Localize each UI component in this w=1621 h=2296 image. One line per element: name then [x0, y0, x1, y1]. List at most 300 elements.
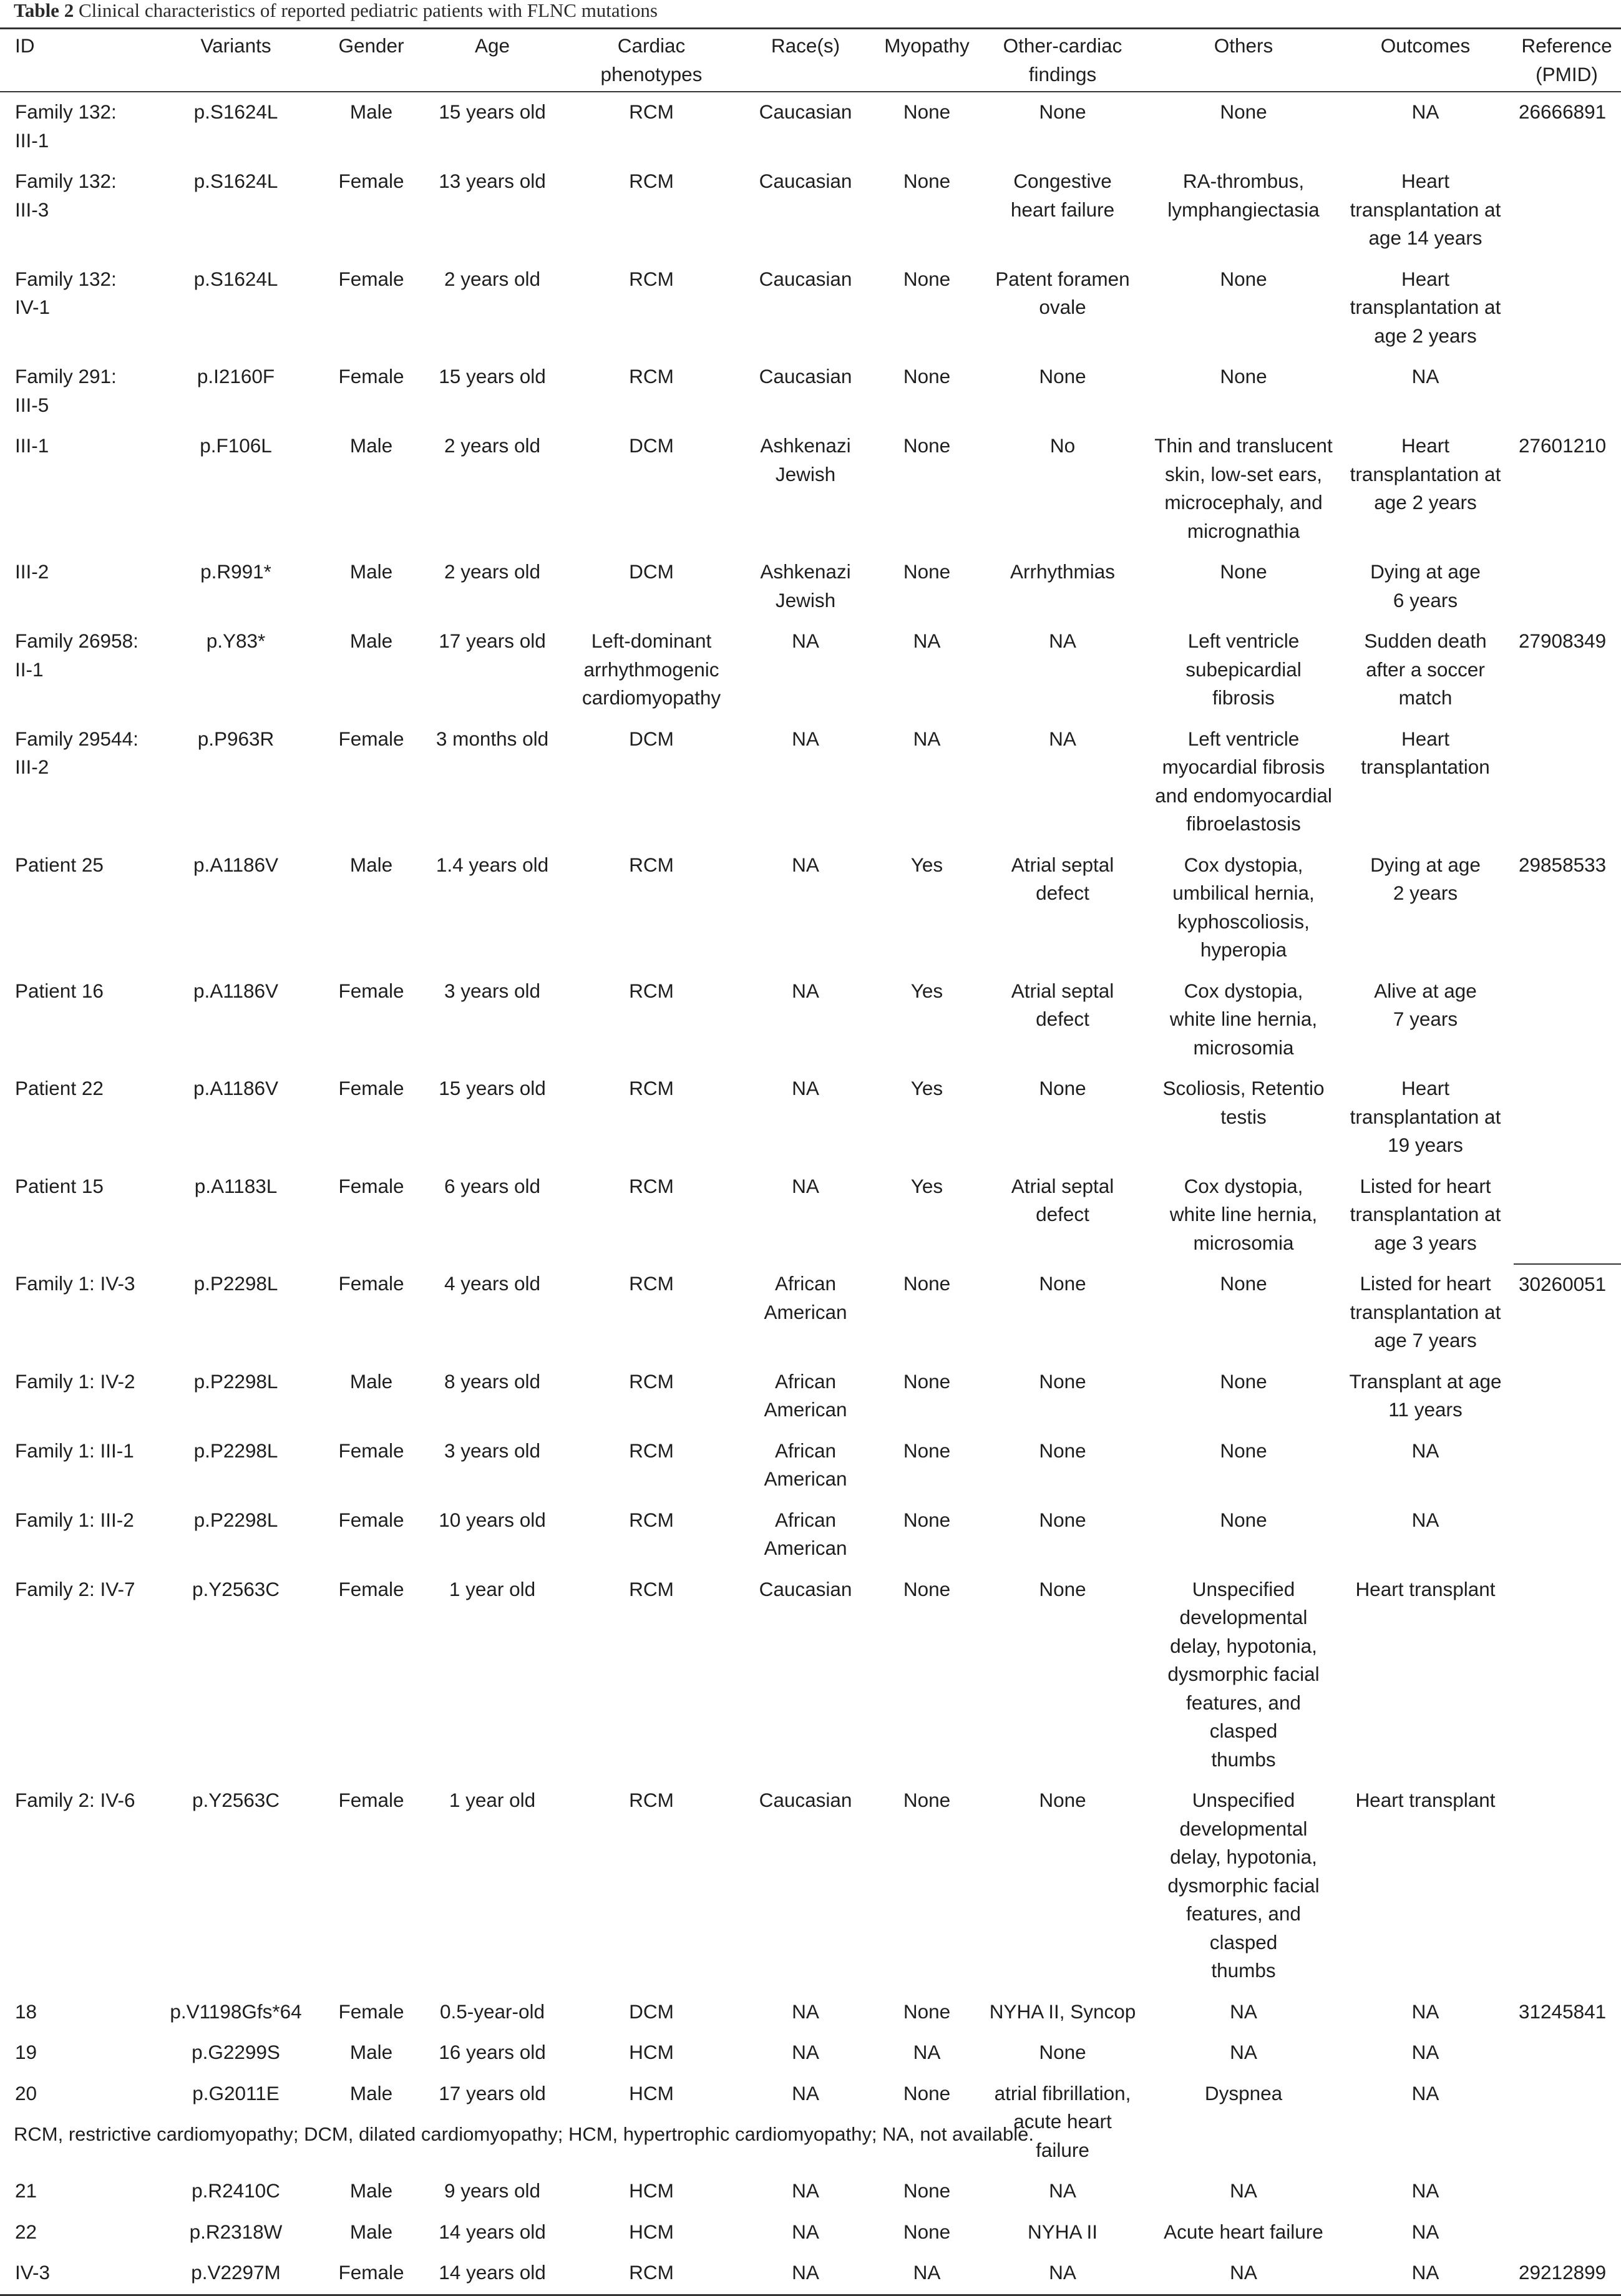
cell-age: 9 years old	[444, 2179, 541, 2202]
cell-reference-pmid	[1514, 2212, 1621, 2254]
cell-gender: Male	[349, 2179, 393, 2202]
cell-others: None	[1220, 1272, 1267, 1295]
cell-age: 10 years old	[439, 1508, 546, 1531]
cell-variant: p.R2410C	[192, 2179, 280, 2202]
table-footnote: RCM, restrictive cardiomyopathy; DCM, dilated cardiomyopathy; HCM, hypertrophic cardiomyopathy; NA, not available.	[14, 2123, 1034, 2145]
cell-variant: p.G2011E	[192, 2081, 280, 2104]
cell-cardiac-phenotype: RCM	[629, 1508, 674, 1531]
cell-myopathy: NA	[913, 630, 941, 652]
cell-others: Dyspnea	[1204, 2081, 1283, 2104]
cell-id: Family 1: IV-2	[15, 1369, 135, 1393]
cell-others: Unspecified developmental delay, hypotonia, dysmorphic facial features, and clasped thumbs	[1167, 1789, 1320, 1982]
cell-cardiac-phenotype: HCM	[629, 2220, 674, 2243]
cell-other-cardiac-findings: None	[1039, 1789, 1086, 1811]
cell-others: Thin and translucent skin, low-set ears, microcephaly, and micrognathia	[1154, 434, 1333, 542]
table-row	[0, 2171, 1621, 2212]
cell-other-cardiac-findings: None	[1039, 1508, 1086, 1531]
cell-outcome: Heart transplantation	[1361, 727, 1490, 778]
cell-gender: Female	[338, 2261, 404, 2284]
cell-other-cardiac-findings: NA	[1049, 2261, 1076, 2284]
cell-age: 2 years old	[444, 267, 541, 290]
cell-variant: p.V1198Gfs*64	[170, 2000, 302, 2023]
cell-outcome: NA	[1411, 2261, 1439, 2284]
cell-age: 15 years old	[439, 1077, 546, 1099]
table-body	[0, 92, 1621, 2295]
cell-id: 21	[15, 2179, 37, 2202]
cell-variant: p.S1624L	[193, 100, 278, 123]
col-header-id: ID	[0, 29, 144, 92]
table-row	[0, 719, 1621, 845]
cell-id: Patient 22	[15, 1077, 104, 1099]
cell-outcome: Heart transplantation at age 2 years	[1350, 267, 1501, 347]
cell-gender: Female	[338, 1272, 404, 1295]
cell-id: 22	[15, 2220, 37, 2243]
cell-variant: p.S1624L	[193, 170, 278, 192]
cell-cardiac-phenotype: RCM	[629, 1272, 674, 1295]
cell-reference-pmid	[1514, 1069, 1621, 1167]
cell-outcome: NA	[1411, 2220, 1439, 2243]
cell-outcome: NA	[1411, 1439, 1439, 1462]
cell-cardiac-phenotype: RCM	[629, 170, 674, 192]
cell-cardiac-phenotype: DCM	[629, 727, 674, 750]
cell-reference-pmid	[1514, 1362, 1621, 1431]
col-header-gender: Gender	[328, 29, 414, 92]
cell-others: None	[1220, 1508, 1267, 1531]
cell-gender: Female	[338, 727, 404, 750]
cell-myopathy: None	[903, 434, 951, 457]
cell-variant: p.P2298L	[193, 1508, 278, 1531]
cell-other-cardiac-findings: Patent foramen ovale	[995, 267, 1130, 318]
cell-age: 8 years old	[444, 1369, 541, 1393]
cell-age: 1 year old	[449, 1789, 536, 1811]
cell-myopathy: NA	[913, 2041, 941, 2063]
table-row	[0, 357, 1621, 426]
cell-race: Caucasian	[759, 1789, 852, 1811]
cell-age: 16 years old	[439, 2041, 546, 2063]
cell-other-cardiac-findings: Arrhythmias	[1010, 560, 1116, 583]
cell-gender: Female	[338, 267, 404, 290]
table-row	[0, 621, 1621, 719]
cell-gender: Female	[338, 1077, 404, 1099]
cell-race: NA	[792, 2261, 819, 2284]
cell-cardiac-phenotype: DCM	[629, 434, 674, 457]
cell-gender: Male	[349, 434, 393, 457]
cell-other-cardiac-findings: Atrial septal defect	[1011, 979, 1114, 1030]
table-row	[0, 1167, 1621, 1265]
cell-gender: Female	[338, 365, 404, 387]
cell-id: Family 29544: III-2	[15, 727, 139, 778]
cell-cardiac-phenotype: RCM	[629, 1174, 674, 1197]
cell-myopathy: Yes	[910, 1174, 943, 1197]
cell-reference-pmid	[1514, 260, 1621, 358]
cell-outcome: NA	[1411, 2041, 1439, 2063]
cell-cardiac-phenotype: RCM	[629, 1077, 674, 1099]
cell-age: 14 years old	[439, 2261, 546, 2284]
cell-gender: Female	[338, 1439, 404, 1462]
cell-age: 2 years old	[444, 434, 541, 457]
cell-cardiac-phenotype: DCM	[629, 2000, 674, 2023]
table-row	[0, 971, 1621, 1069]
cell-others: Cox dystopia, white line hernia, microsomia	[1169, 1174, 1318, 1254]
cell-age: 13 years old	[439, 170, 546, 192]
cell-myopathy: None	[903, 1508, 951, 1531]
cell-variant: p.G2299S	[192, 2041, 280, 2063]
cell-other-cardiac-findings: Atrial septal defect	[1011, 1174, 1114, 1225]
col-header-myopathy: Myopathy	[879, 29, 975, 92]
cell-myopathy: Yes	[910, 853, 943, 876]
table-row	[0, 1570, 1621, 1781]
cell-race: Caucasian	[759, 100, 852, 123]
cell-myopathy: Yes	[910, 1077, 943, 1099]
cell-reference-pmid: 27908349	[1519, 630, 1607, 652]
cell-variant: p.Y2563C	[192, 1577, 280, 1600]
col-header-races: Race(s)	[733, 29, 879, 92]
cell-myopathy: NA	[913, 727, 941, 750]
col-header-variants: Variants	[144, 29, 328, 92]
table-row	[0, 2253, 1621, 2295]
table-row	[0, 92, 1621, 162]
cell-cardiac-phenotype: RCM	[629, 1789, 674, 1811]
cell-myopathy: None	[903, 267, 951, 290]
cell-cardiac-phenotype: HCM	[629, 2179, 674, 2202]
col-header-others: Others	[1150, 29, 1337, 92]
cell-id: Family 132: IV-1	[15, 267, 117, 318]
cell-gender: Male	[349, 853, 393, 876]
cell-others: NA	[1230, 2000, 1257, 2023]
cell-reference-pmid	[1514, 1167, 1621, 1265]
col-header-reference: Reference (PMID)	[1514, 29, 1621, 92]
cell-outcome: Transplant at age 11 years	[1349, 1369, 1502, 1421]
cell-race: African American	[764, 1508, 847, 1559]
cell-myopathy: None	[903, 1439, 951, 1462]
table-row	[0, 2212, 1621, 2254]
cell-other-cardiac-findings: NYHA II	[1027, 2220, 1098, 2243]
col-header-cardiac-phenotypes: Cardiac phenotypes	[570, 29, 733, 92]
cell-id: III-1	[15, 434, 49, 457]
cell-outcome: Heart transplant	[1355, 1789, 1496, 1811]
cell-outcome: NA	[1411, 1508, 1439, 1531]
cell-outcome: Sudden death after a soccer match	[1364, 630, 1487, 709]
cell-variant: p.Y83*	[206, 630, 266, 652]
cell-myopathy: None	[903, 1369, 951, 1393]
cell-gender: Male	[349, 2220, 393, 2243]
table-row	[0, 1992, 1621, 2033]
table-row	[0, 1069, 1621, 1167]
cell-race: NA	[792, 727, 819, 750]
cell-others: RA-thrombus, lymphangiectasia	[1167, 170, 1320, 221]
cell-gender: Male	[349, 1369, 393, 1393]
cell-myopathy: None	[903, 2000, 951, 2023]
cell-age: 15 years old	[439, 100, 546, 123]
cell-cardiac-phenotype: RCM	[629, 1439, 674, 1462]
cell-variant: p.F106L	[200, 434, 272, 457]
cell-race: NA	[792, 1077, 819, 1099]
cell-race: NA	[792, 853, 819, 876]
cell-other-cardiac-findings: NYHA II, Syncop	[989, 2000, 1136, 2023]
cell-race: African American	[764, 1439, 847, 1490]
table-title: Clinical characteristics of reported pediatric patients with FLNC mutations	[78, 0, 658, 21]
cell-age: 3 months old	[436, 727, 549, 750]
cell-id: Patient 25	[15, 853, 104, 876]
cell-age: 4 years old	[444, 1272, 541, 1295]
cell-others: None	[1220, 560, 1267, 583]
cell-reference-pmid	[1514, 719, 1621, 845]
cell-id: Family 26958: II-1	[15, 630, 139, 681]
cell-race: African American	[764, 1369, 847, 1421]
cell-variant: p.R991*	[200, 560, 271, 583]
cell-outcome: Listed for heart transplantation at age 3 years	[1350, 1174, 1501, 1254]
cell-gender: Male	[349, 560, 393, 583]
cell-other-cardiac-findings: None	[1039, 1369, 1086, 1393]
cell-id: Family 132: III-3	[15, 170, 117, 221]
cell-race: NA	[792, 1174, 819, 1197]
cell-age: 1 year old	[449, 1577, 536, 1600]
cell-other-cardiac-findings: None	[1039, 1439, 1086, 1462]
cell-id: III-2	[15, 560, 49, 583]
cell-gender: Female	[338, 1577, 404, 1600]
table-row	[0, 1264, 1621, 1362]
cell-cardiac-phenotype: RCM	[629, 853, 674, 876]
cell-outcome: Listed for heart transplantation at age 7 years	[1350, 1272, 1501, 1351]
cell-variant: p.V2297M	[191, 2261, 281, 2284]
cell-cardiac-phenotype: RCM	[629, 2261, 674, 2284]
table-label: Table 2	[14, 0, 74, 21]
cell-cardiac-phenotype: HCM	[629, 2041, 674, 2063]
cell-variant: p.Y2563C	[192, 1789, 280, 1811]
cell-outcome: Dying at age 6 years	[1370, 560, 1481, 611]
cell-myopathy: None	[903, 2081, 951, 2104]
cell-age: 6 years old	[444, 1174, 541, 1197]
cell-others: NA	[1230, 2179, 1257, 2202]
cell-id: Family 291: III-5	[15, 365, 117, 416]
cell-outcome: NA	[1411, 2000, 1439, 2023]
cell-other-cardiac-findings: NA	[1049, 630, 1076, 652]
cell-race: NA	[792, 630, 819, 652]
cell-variant: p.A1186V	[193, 1077, 279, 1099]
cell-variant: p.A1186V	[193, 979, 279, 1002]
cell-cardiac-phenotype: Left-dominant arrhythmogenic cardiomyopathy	[582, 630, 721, 709]
cell-id: Family 1: IV-3	[15, 1272, 135, 1295]
cell-reference-pmid	[1514, 1431, 1621, 1501]
cell-reference-pmid	[1514, 1501, 1621, 1570]
cell-others: Left ventricle subepicardial fibrosis	[1185, 630, 1302, 709]
cell-reference-pmid: 27601210	[1519, 434, 1607, 457]
cell-outcome: NA	[1411, 2081, 1439, 2104]
cell-reference-pmid	[1514, 1781, 1621, 1992]
col-header-age: Age	[414, 29, 570, 92]
cell-myopathy: None	[903, 560, 951, 583]
cell-reference-pmid	[1514, 1570, 1621, 1781]
cell-others: None	[1220, 365, 1267, 387]
cell-id: Family 2: IV-6	[15, 1789, 135, 1811]
col-header-outcomes: Outcomes	[1337, 29, 1514, 92]
cell-variant: p.R2318W	[189, 2220, 283, 2243]
cell-age: 17 years old	[439, 2081, 546, 2104]
cell-myopathy: NA	[913, 2261, 941, 2284]
cell-reference-pmid	[1514, 162, 1621, 260]
cell-reference-pmid	[1514, 2171, 1621, 2212]
cell-age: 2 years old	[444, 560, 541, 583]
cell-variant: p.A1183L	[194, 1174, 278, 1197]
cell-id: Family 1: III-2	[15, 1508, 134, 1531]
cell-id: 19	[15, 2041, 37, 2063]
cell-reference-pmid: 29858533	[1519, 853, 1607, 876]
cell-other-cardiac-findings: Congestive heart failure	[1010, 170, 1115, 221]
cell-age: 14 years old	[439, 2220, 546, 2243]
cell-reference-pmid: 31245841	[1519, 2000, 1607, 2023]
table-row	[0, 1362, 1621, 1431]
cell-race: Caucasian	[759, 267, 852, 290]
table-row	[0, 1781, 1621, 1992]
cell-other-cardiac-findings: None	[1039, 1077, 1086, 1099]
cell-variant: p.S1624L	[193, 267, 278, 290]
cell-race: African American	[764, 1272, 847, 1323]
cell-outcome: NA	[1411, 100, 1439, 123]
cell-race: NA	[792, 2179, 819, 2202]
cell-cardiac-phenotype: RCM	[629, 365, 674, 387]
cell-gender: Female	[338, 170, 404, 192]
cell-cardiac-phenotype: RCM	[629, 267, 674, 290]
cell-outcome: Heart transplant	[1355, 1577, 1496, 1600]
cell-id: 18	[15, 2000, 37, 2023]
cell-cardiac-phenotype: RCM	[629, 1577, 674, 1600]
cell-outcome: Heart transplantation at age 14 years	[1350, 170, 1501, 249]
cell-race: Caucasian	[759, 1577, 852, 1600]
cell-outcome: Alive at age 7 years	[1374, 979, 1477, 1030]
cell-gender: Male	[349, 630, 393, 652]
cell-age: 3 years old	[444, 1439, 541, 1462]
cell-other-cardiac-findings: None	[1039, 100, 1086, 123]
table-row	[0, 260, 1621, 358]
cell-other-cardiac-findings: Atrial septal defect	[1011, 853, 1114, 904]
cell-id: Patient 15	[15, 1174, 104, 1197]
cell-myopathy: None	[903, 170, 951, 192]
cell-other-cardiac-findings: None	[1039, 1272, 1086, 1295]
cell-outcome: Heart transplantation at 19 years	[1350, 1077, 1501, 1156]
cell-id: Family 1: III-1	[15, 1439, 134, 1462]
table-row	[0, 2033, 1621, 2074]
characteristics-table	[0, 27, 1621, 2296]
table-row	[0, 1431, 1621, 1501]
cell-race: NA	[792, 2041, 819, 2063]
cell-race: NA	[792, 2081, 819, 2104]
table-row	[0, 162, 1621, 260]
cell-others: NA	[1230, 2261, 1257, 2284]
cell-id: Family 132: III-1	[15, 100, 117, 152]
cell-others: NA	[1230, 2041, 1257, 2063]
cell-other-cardiac-findings: None	[1039, 2041, 1086, 2063]
cell-outcome: Heart transplantation at age 2 years	[1350, 434, 1501, 513]
cell-others: None	[1220, 1369, 1267, 1393]
table-row	[0, 845, 1621, 971]
header-row	[0, 29, 1621, 92]
table-row	[0, 426, 1621, 552]
cell-id: Family 2: IV-7	[15, 1577, 135, 1600]
cell-reference-pmid: 26666891	[1519, 100, 1607, 123]
cell-gender: Male	[349, 100, 393, 123]
cell-other-cardiac-findings: NA	[1049, 2179, 1076, 2202]
cell-other-cardiac-findings: None	[1039, 1577, 1086, 1600]
cell-others: Left ventricle myocardial fibrosis and endomyocardial fibroelastosis	[1155, 727, 1332, 835]
cell-gender: Female	[338, 1174, 404, 1197]
cell-myopathy: Yes	[910, 979, 943, 1002]
cell-gender: Female	[338, 1508, 404, 1531]
cell-gender: Male	[349, 2081, 393, 2104]
cell-age: 3 years old	[444, 979, 541, 1002]
cell-myopathy: None	[903, 100, 951, 123]
cell-gender: Female	[338, 979, 404, 1002]
cell-myopathy: None	[903, 2220, 951, 2243]
cell-other-cardiac-findings: atrial fibrillation, acute heart failure	[994, 2081, 1131, 2161]
cell-reference-pmid	[1514, 357, 1621, 426]
cell-age: 0.5-year-old	[439, 2000, 545, 2023]
table-row	[0, 552, 1621, 621]
cell-others: None	[1220, 267, 1267, 290]
cell-variant: p.P963R	[197, 727, 275, 750]
cell-myopathy: None	[903, 1272, 951, 1295]
cell-myopathy: None	[903, 2179, 951, 2202]
cell-variant: p.P2298L	[193, 1272, 278, 1295]
cell-variant: p.I2160F	[197, 365, 275, 387]
cell-myopathy: None	[903, 1789, 951, 1811]
cell-race: NA	[792, 2220, 819, 2243]
cell-others: Unspecified developmental delay, hypotonia, dysmorphic facial features, and clasped thumbs	[1167, 1577, 1320, 1771]
cell-id: IV-3	[15, 2261, 51, 2284]
cell-cardiac-phenotype: DCM	[629, 560, 674, 583]
cell-id: Patient 16	[15, 979, 104, 1002]
cell-cardiac-phenotype: RCM	[629, 100, 674, 123]
col-header-other-cardiac-findings: Other-cardiac findings	[975, 29, 1150, 92]
table-caption	[14, 0, 1611, 21]
cell-race: Caucasian	[759, 365, 852, 387]
cell-age: 1.4 years old	[436, 853, 549, 876]
cell-gender: Female	[338, 1789, 404, 1811]
cell-race: Ashkenazi Jewish	[760, 434, 851, 485]
cell-other-cardiac-findings: NA	[1049, 727, 1076, 750]
cell-cardiac-phenotype: HCM	[629, 2081, 674, 2104]
cell-other-cardiac-findings: No	[1049, 434, 1076, 457]
cell-variant: p.A1186V	[193, 853, 279, 876]
cell-others: Cox dystopia, umbilical hernia, kyphoscoliosis, hyperopia	[1172, 853, 1315, 961]
cell-age: 15 years old	[439, 365, 546, 387]
cell-race: NA	[792, 2000, 819, 2023]
cell-variant: p.P2298L	[193, 1369, 278, 1393]
cell-reference-pmid	[1514, 2033, 1621, 2074]
cell-reference-pmid: 30260051	[1519, 1273, 1607, 1295]
cell-reference-pmid: 29212899	[1519, 2261, 1607, 2284]
cell-age: 17 years old	[439, 630, 546, 652]
cell-outcome: Dying at age 2 years	[1370, 853, 1481, 904]
cell-others: None	[1220, 1439, 1267, 1462]
cell-gender: Female	[338, 2000, 404, 2023]
cell-myopathy: None	[903, 1577, 951, 1600]
cell-gender: Male	[349, 2041, 393, 2063]
cell-other-cardiac-findings: None	[1039, 365, 1086, 387]
cell-outcome: NA	[1411, 365, 1439, 387]
cell-outcome: NA	[1411, 2179, 1439, 2202]
cell-cardiac-phenotype: RCM	[629, 1369, 674, 1393]
cell-others: Cox dystopia, white line hernia, microsomia	[1169, 979, 1318, 1059]
cell-race: Ashkenazi Jewish	[760, 560, 851, 611]
cell-variant: p.P2298L	[193, 1439, 278, 1462]
cell-id: 20	[15, 2081, 37, 2104]
table-row	[0, 1501, 1621, 1570]
cell-race: Caucasian	[759, 170, 852, 192]
cell-cardiac-phenotype: RCM	[629, 979, 674, 1002]
cell-myopathy: None	[903, 365, 951, 387]
cell-others: Scoliosis, Retentio testis	[1162, 1077, 1325, 1128]
cell-others: Acute heart failure	[1164, 2220, 1323, 2243]
